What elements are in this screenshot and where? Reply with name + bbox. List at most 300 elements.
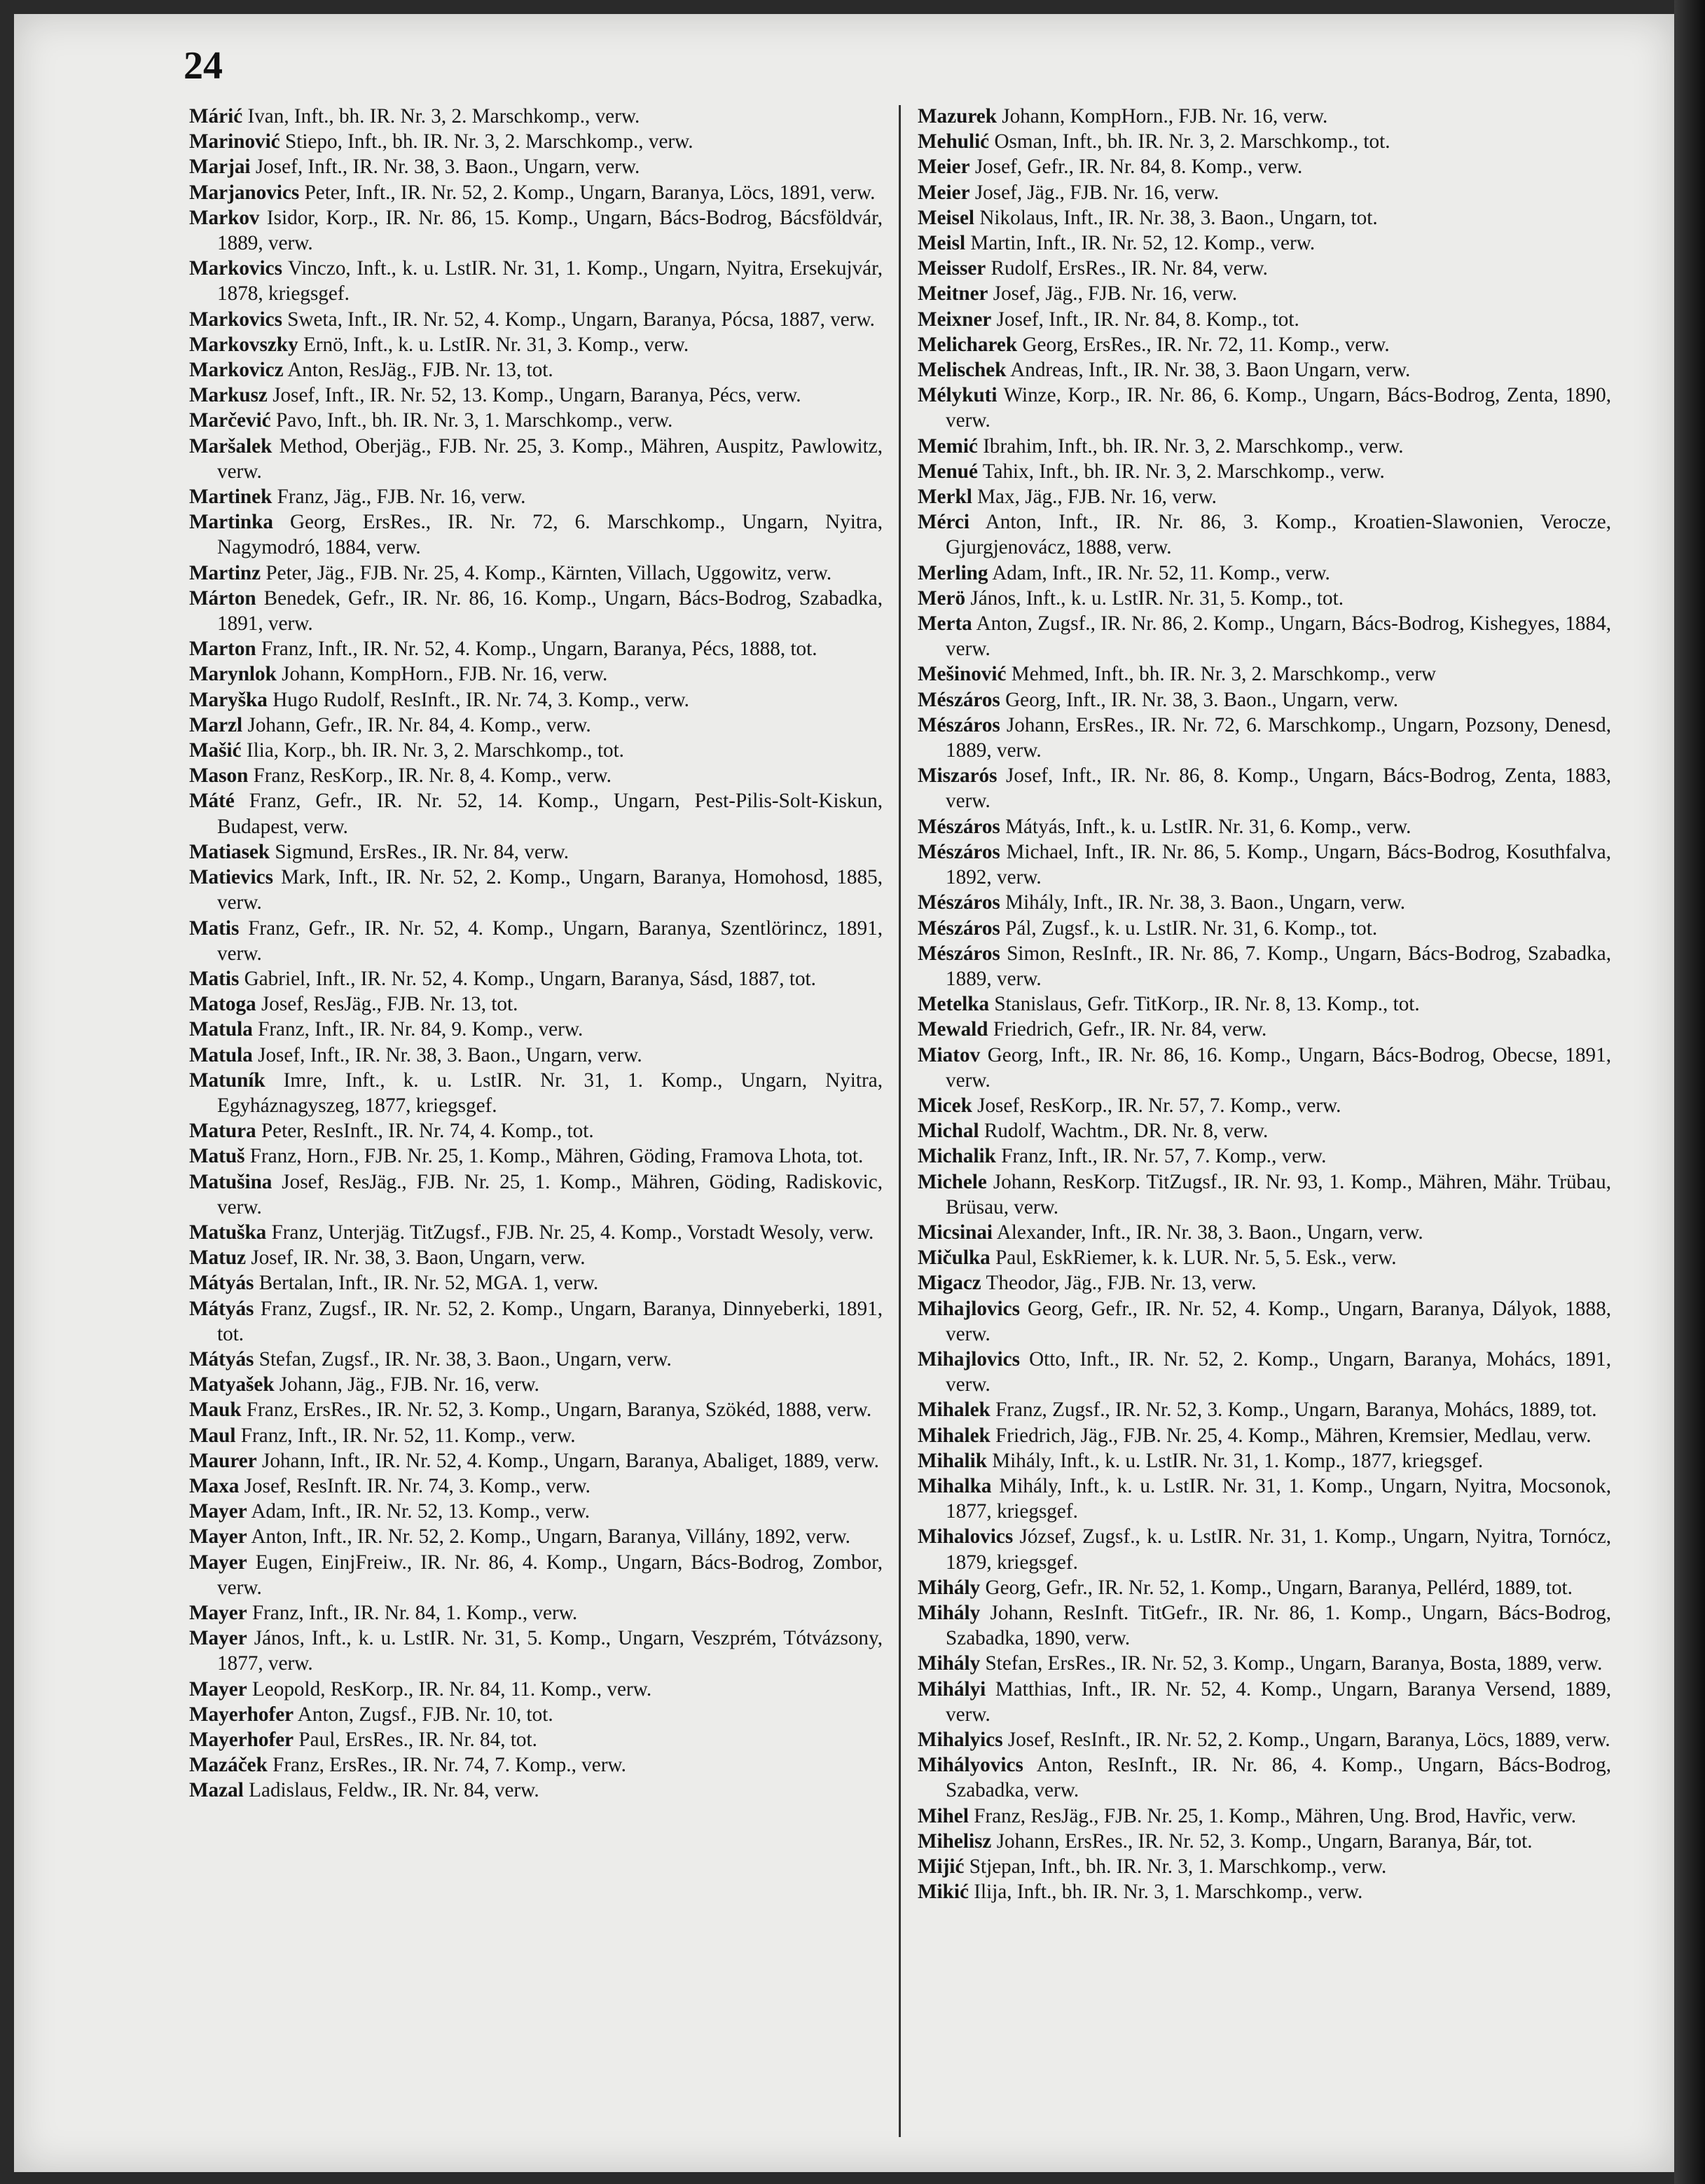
entry-details: Theodor, Jäg., FJB. Nr. 13, verw. [981, 1272, 1257, 1295]
entry-details: Pál, Zugsf., k. u. LstIR. Nr. 31, 6. Komp., tot. [1000, 916, 1378, 940]
list-entry [918, 307, 1611, 332]
list-entry [189, 1778, 883, 1803]
entry-details: Mehmed, Inft., bh. IR. Nr. 3, 2. Marschkomp., verw [1006, 663, 1437, 686]
entry-details: Friedrich, Jäg., FJB. Nr. 25, 4. Komp., Mähren, Kremsier, Medlau, verw. [990, 1424, 1592, 1447]
entry-details: Franz, ErsRes., IR. Nr. 52, 3. Komp., Ungarn, Baranya, Szökéd, 1888, verw. [241, 1399, 872, 1422]
entry-details: Georg, ErsRes., IR. Nr. 72, 6. Marschkomp., Ungarn, Nyitra, Nagymodró, 1884, verw. [217, 511, 883, 559]
list-entry [918, 281, 1611, 306]
entry-details: Rudolf, ErsRes., IR. Nr. 84, verw. [986, 257, 1268, 280]
entry-surname: Matyašek [189, 1373, 275, 1396]
entry-surname: Markovicz [189, 359, 284, 382]
entry-details: Andreas, Inft., IR. Nr. 38, 3. Baon Ungarn, verw. [1006, 359, 1411, 382]
entry-surname: Merkl [918, 486, 972, 509]
list-entry [189, 991, 883, 1017]
list-entry [918, 1727, 1611, 1752]
entry-details: Mihály, Inft., k. u. LstIR. Nr. 31, 1. Komp., 1877, kriegsgef. [986, 1449, 1484, 1472]
entry-surname: Mašić [189, 739, 242, 762]
entry-surname: Markovics [189, 308, 282, 331]
entry-details: Josef, IR. Nr. 38, 3. Baon, Ungarn, verw. [246, 1246, 586, 1270]
entry-details: Josef, Inft., IR. Nr. 52, 13. Komp., Ungarn, Baranya, Pécs, verw. [267, 384, 801, 407]
entry-details: Stefan, Zugsf., IR. Nr. 38, 3. Baon., Ungarn, verw. [254, 1347, 672, 1371]
list-entry [189, 1270, 883, 1296]
list-entry [918, 661, 1611, 687]
entry-surname: Mihelisz [918, 1829, 992, 1853]
entry-details: Georg, Inft., IR. Nr. 86, 16. Komp., Ungarn, Bács-Bodrog, Obecse, 1891, verw. [946, 1043, 1611, 1092]
entry-details: Franz, Gefr., IR. Nr. 52, 4. Komp., Ungarn, Baranya, Szentlörincz, 1891, verw. [217, 916, 883, 965]
entry-details: Martin, Inft., IR. Nr. 52, 12. Komp., verw. [965, 232, 1316, 255]
list-entry [918, 104, 1611, 129]
entry-surname: Mijić [918, 1855, 965, 1879]
entry-details: Method, Oberjäg., FJB. Nr. 25, 3. Komp., Mähren, Auspitz, Pawlowitz, verw. [217, 434, 883, 483]
entry-details: Franz, ErsRes., IR. Nr. 74, 7. Komp., verw. [267, 1754, 626, 1777]
list-entry [189, 1448, 883, 1474]
entry-details: Franz, Inft., IR. Nr. 57, 7. Komp., verw. [995, 1145, 1327, 1168]
entry-surname: Merö [918, 586, 966, 610]
entry-details: Franz, Inft., IR. Nr. 84, 1. Komp., verw. [247, 1601, 578, 1624]
list-entry [918, 256, 1611, 281]
list-entry [189, 1397, 883, 1422]
entry-details: Franz, Inft., IR. Nr. 84, 9. Komp., verw. [252, 1018, 584, 1041]
entry-surname: Micsinai [918, 1221, 993, 1244]
entry-surname: Meier [918, 181, 970, 204]
list-entry [918, 1270, 1611, 1296]
entry-details: Ladislaus, Feldw., IR. Nr. 84, verw. [243, 1779, 539, 1802]
entry-surname: Maršalek [189, 434, 272, 458]
list-entry [918, 1043, 1611, 1093]
entry-surname: Mélykuti [918, 384, 998, 407]
list-entry [918, 890, 1611, 915]
column-divider [899, 105, 901, 2137]
list-entry [189, 738, 883, 763]
entry-surname: Matula [189, 1018, 253, 1041]
entry-surname: Miszarós [918, 764, 998, 788]
entry-details: Anton, ResInft., IR. Nr. 86, 4. Komp., Ungarn, Bács-Bodrog, Szabadka, verw. [946, 1754, 1611, 1802]
entry-details: Paul, ErsRes., IR. Nr. 84, tot. [294, 1729, 537, 1751]
entry-details: Franz, Horn., FJB. Nr. 25, 1. Komp., Mähren, Göding, Framova Lhota, tot. [244, 1145, 864, 1168]
entry-details: Stiepo, Inft., bh. IR. Nr. 3, 2. Marschkomp., verw. [279, 130, 693, 153]
entry-surname: Memić [918, 434, 978, 458]
entry-details: Hugo Rudolf, ResInft., IR. Nr. 74, 3. Komp., verw. [267, 688, 689, 711]
list-entry [189, 561, 883, 586]
entry-details: Sigmund, ErsRes., IR. Nr. 84, verw. [270, 840, 570, 863]
entry-surname: Mayerhofer [189, 1729, 294, 1751]
entry-details: Ivan, Inft., bh. IR. Nr. 3, 2. Marschkomp., verw. [242, 105, 640, 128]
entry-surname: Mayerhofer [189, 1703, 294, 1726]
entry-surname: Mészáros [918, 688, 1000, 711]
list-entry [918, 332, 1611, 357]
list-entry [918, 383, 1611, 433]
list-entry [189, 357, 883, 383]
list-entry [918, 1474, 1611, 1524]
entry-details: Franz, Inft., IR. Nr. 52, 11. Komp., verw. [235, 1424, 576, 1447]
entry-details: Imre, Inft., k. u. LstIR. Nr. 31, 1. Komp., Ungarn, Nyitra, Egyháznagyszeg, 1877, kriegsgef. [217, 1069, 883, 1117]
entry-surname: Meixner [918, 308, 992, 331]
entry-details: Peter, ResInft., IR. Nr. 74, 4. Komp., tot. [256, 1120, 594, 1143]
entry-details: Georg, Inft., IR. Nr. 38, 3. Baon., Ungarn, verw. [1000, 688, 1399, 711]
list-entry [918, 1524, 1611, 1574]
list-entry [189, 509, 883, 560]
entry-details: Johann, Inft., IR. Nr. 52, 4. Komp., Ungarn, Baranya, Abaliget, 1889, verw. [256, 1449, 879, 1472]
entry-surname: Menué [918, 460, 978, 483]
entry-surname: Mikić [918, 1881, 969, 1904]
entry-surname: Matuš [189, 1145, 245, 1168]
list-entry [918, 1879, 1611, 1904]
entry-details: Stjepan, Inft., bh. IR. Nr. 3, 1. Marschkomp., verw. [964, 1855, 1387, 1879]
list-entry [189, 865, 883, 915]
list-entry [918, 1423, 1611, 1448]
entry-details: Pavo, Inft., bh. IR. Nr. 3, 1. Marschkomp., verw. [270, 409, 673, 432]
entry-details: Johann, KompHorn., FJB. Nr. 16, verw. [276, 663, 608, 686]
entry-surname: Mihalka [918, 1474, 992, 1497]
page-number: 24 [184, 44, 223, 88]
entry-surname: Mauk [189, 1399, 242, 1422]
entry-surname: Mayer [189, 1551, 247, 1574]
entry-details: Johann, Jäg., FJB. Nr. 16, verw. [274, 1373, 539, 1396]
entry-details: Gabriel, Inft., IR. Nr. 52, 4. Komp., Ungarn, Baranya, Sásd, 1887, tot. [239, 967, 816, 990]
entry-surname: Mátyás [189, 1272, 254, 1295]
entry-surname: Mason [189, 764, 249, 788]
list-entry [918, 586, 1611, 611]
entry-details: Josef, Inft., IR. Nr. 38, 3. Baon., Ungarn, verw. [252, 1043, 642, 1066]
entry-surname: Matiasek [189, 840, 270, 863]
entry-details: Paul, EskRiemer, k. k. LUR. Nr. 5, 5. Esk., verw. [990, 1246, 1397, 1270]
entry-surname: Matis [189, 967, 240, 990]
entry-surname: Maul [189, 1424, 236, 1447]
entry-details: Anton, Zugsf., IR. Nr. 86, 2. Komp., Ungarn, Bács-Bodrog, Kishegyes, 1884, verw. [946, 612, 1611, 661]
entry-details: Franz, ResKorp., IR. Nr. 8, 4. Komp., verw. [248, 764, 612, 788]
entry-details: Isidor, Korp., IR. Nr. 86, 15. Komp., Ungarn, Bács-Bodrog, Bácsföldvár, 1889, verw. [217, 206, 883, 255]
entry-details: Georg, Gefr., IR. Nr. 52, 1. Komp., Ungarn, Baranya, Pellérd, 1889, tot. [980, 1576, 1573, 1599]
entry-surname: Mihály [918, 1576, 981, 1599]
entry-surname: Mazurek [918, 105, 997, 128]
list-entry [918, 1854, 1611, 1879]
entry-surname: Marjai [189, 156, 251, 179]
entry-surname: Marčević [189, 409, 271, 432]
entry-surname: Mészáros [918, 891, 1000, 914]
list-entry [918, 814, 1611, 839]
list-entry [918, 1169, 1611, 1220]
entry-details: Alexander, Inft., IR. Nr. 38, 3. Baon., Ungarn, verw. [993, 1221, 1423, 1244]
list-entry [189, 1220, 883, 1245]
list-entry [918, 941, 1611, 991]
entry-surname: Mihály [918, 1601, 981, 1624]
entry-details: Anton, Inft., IR. Nr. 52, 2. Komp., Ungarn, Baranya, Villány, 1892, verw. [247, 1525, 850, 1548]
entry-surname: Michal [918, 1120, 979, 1143]
entry-surname: Matievics [189, 866, 273, 889]
entry-details: János, Inft., k. u. LstIR. Nr. 31, 5. Komp., Ungarn, Veszprém, Tótvázsony, 1877, verw. [217, 1627, 883, 1675]
entry-details: Adam, Inft., IR. Nr. 52, 11. Komp., verw. [988, 561, 1330, 584]
entry-surname: Melischek [918, 359, 1007, 382]
list-entry [918, 459, 1611, 484]
entry-details: Mátyás, Inft., k. u. LstIR. Nr. 31, 6. Komp., verw. [1000, 815, 1411, 838]
entry-surname: Matuška [189, 1221, 267, 1244]
entry-surname: Martinka [189, 511, 273, 534]
entry-surname: Meisser [918, 257, 986, 280]
list-entry [918, 1118, 1611, 1143]
entry-surname: Mérci [918, 511, 969, 534]
entry-surname: Mihalek [918, 1424, 990, 1447]
entry-details: Franz, Zugsf., IR. Nr. 52, 2. Komp., Ungarn, Baranya, Dinnyeberki, 1891, tot. [217, 1297, 883, 1345]
list-entry [918, 434, 1611, 459]
list-entry [189, 307, 883, 332]
entry-details: Anton, Zugsf., FJB. Nr. 10, tot. [294, 1703, 553, 1726]
entry-details: Johann, ErsRes., IR. Nr. 52, 3. Komp., Ungarn, Baranya, Bár, tot. [991, 1829, 1533, 1853]
list-entry [918, 1296, 1611, 1347]
entry-details: Franz, Jäg., FJB. Nr. 16, verw. [272, 486, 526, 509]
entry-details: Winze, Korp., IR. Nr. 86, 6. Komp., Ungarn, Bács-Bodrog, Zenta, 1890, verw. [946, 384, 1611, 432]
entry-details: Leopold, ResKorp., IR. Nr. 84, 11. Komp., verw. [247, 1677, 652, 1701]
entry-surname: Merta [918, 612, 972, 636]
list-entry [918, 1575, 1611, 1600]
entry-surname: Metelka [918, 993, 990, 1016]
entry-details: Georg, Gefr., IR. Nr. 52, 4. Komp., Ungarn, Baranya, Dályok, 1888, verw. [946, 1297, 1611, 1345]
entry-surname: Melicharek [918, 333, 1018, 356]
list-entry [918, 509, 1611, 560]
entry-surname: Mewald [918, 1018, 988, 1041]
list-entry [189, 1245, 883, 1270]
entry-surname: Matoga [189, 993, 256, 1016]
list-entry [189, 256, 883, 306]
entry-details: Josef, Jäg., FJB. Nr. 16, verw. [988, 282, 1238, 305]
entry-details: János, Inft., k. u. LstIR. Nr. 31, 5. Komp., tot. [965, 586, 1344, 610]
entry-details: Ilija, Inft., bh. IR. Nr. 3, 1. Marschkomp., verw. [968, 1881, 1363, 1904]
entry-surname: Mihel [918, 1804, 969, 1827]
entry-details: Eugen, EinjFreiw., IR. Nr. 86, 4. Komp., Ungarn, Bács-Bodrog, Zombor, verw. [217, 1551, 883, 1599]
entry-surname: Mayer [189, 1500, 247, 1523]
entry-details: Johann, ResInft. TitGefr., IR. Nr. 86, 1. Komp., Ungarn, Bács-Bodrog, Szabadka, 1890, verw. [946, 1601, 1611, 1650]
entry-surname: Mayer [189, 1525, 247, 1548]
entry-details: Stanislaus, Gefr. TitKorp., IR. Nr. 8, 13. Komp., tot. [989, 993, 1420, 1016]
entry-details: Johann, KompHorn., FJB. Nr. 16, verw. [996, 105, 1328, 128]
entry-details: Josef, ResInft., IR. Nr. 52, 2. Komp., Ungarn, Baranya, Löcs, 1889, verw. [1002, 1729, 1610, 1751]
list-entry [918, 1220, 1611, 1245]
list-entry [189, 1702, 883, 1727]
list-entry [189, 1017, 883, 1042]
list-entry [918, 205, 1611, 231]
entry-surname: Márić [189, 105, 243, 128]
list-entry [189, 1423, 883, 1448]
list-entry [189, 104, 883, 129]
entry-surname: Markovics [189, 257, 282, 280]
list-entry [918, 991, 1611, 1017]
entry-details: Sweta, Inft., IR. Nr. 52, 4. Komp., Ungarn, Baranya, Pócsa, 1887, verw. [282, 308, 875, 331]
list-entry [918, 1677, 1611, 1727]
entry-details: Josef, Inft., IR. Nr. 84, 8. Komp., tot. [991, 308, 1299, 331]
entry-surname: Marzl [189, 713, 243, 736]
list-entry [918, 1651, 1611, 1676]
list-entry [189, 713, 883, 738]
list-entry [189, 408, 883, 433]
entry-details: Nikolaus, Inft., IR. Nr. 38, 3. Baon., Ungarn, tot. [974, 206, 1378, 229]
list-entry [918, 561, 1611, 586]
entry-details: Josef, ResJäg., FJB. Nr. 13, tot. [256, 993, 518, 1016]
list-entry [189, 1169, 883, 1220]
list-entry [189, 788, 883, 839]
list-entry [189, 1626, 883, 1676]
entry-details: Ibrahim, Inft., bh. IR. Nr. 3, 2. Marschkomp., verw. [977, 434, 1404, 458]
list-entry [918, 687, 1611, 713]
entry-surname: Mihályi [918, 1677, 986, 1701]
list-entry [189, 1043, 883, 1068]
entry-details: Peter, Jäg., FJB. Nr. 25, 4. Komp., Kärnten, Villach, Uggowitz, verw. [261, 561, 832, 584]
right-column [918, 104, 1611, 1904]
entry-surname: Matura [189, 1120, 256, 1143]
entry-surname: Mayer [189, 1627, 247, 1650]
list-entry [918, 180, 1611, 205]
entry-details: Ernö, Inft., k. u. LstIR. Nr. 31, 3. Komp., verw. [298, 333, 689, 356]
entry-details: Tahix, Inft., bh. IR. Nr. 3, 2. Marschkomp., verw. [977, 460, 1385, 483]
list-entry [918, 1600, 1611, 1651]
entry-surname: Mihály [918, 1652, 981, 1675]
entry-details: Osman, Inft., bh. IR. Nr. 3, 2. Marschkomp., tot. [989, 130, 1390, 153]
list-entry [918, 484, 1611, 509]
entry-details: Johann, ResKorp. TitZugsf., IR. Nr. 93, 1. Komp., Mähren, Mähr. Trübau, Brüsau, verw. [946, 1170, 1611, 1218]
list-entry [189, 154, 883, 179]
list-entry [189, 1727, 883, 1752]
entry-surname: Mészáros [918, 942, 1000, 965]
entry-surname: Maurer [189, 1449, 257, 1472]
list-entry [918, 1245, 1611, 1270]
list-entry [189, 1143, 883, 1169]
list-entry [918, 1752, 1611, 1803]
list-entry [918, 1397, 1611, 1422]
entry-surname: Martinz [189, 561, 261, 584]
list-entry [189, 687, 883, 713]
entry-surname: Mészáros [918, 815, 1000, 838]
entry-details: Josef, ResInft. IR. Nr. 74, 3. Komp., verw. [239, 1474, 591, 1497]
list-entry [918, 1017, 1611, 1042]
list-entry [189, 434, 883, 484]
entry-details: Franz, Inft., IR. Nr. 52, 4. Komp., Ungarn, Baranya, Pécs, 1888, tot. [256, 638, 817, 661]
list-entry [918, 1143, 1611, 1169]
entry-details: Simon, ResInft., IR. Nr. 86, 7. Komp., Ungarn, Bács-Bodrog, Szabadka, 1889, verw. [946, 942, 1611, 990]
entry-surname: Markusz [189, 384, 268, 407]
entry-details: Johann, Gefr., IR. Nr. 84, 4. Komp., verw. [242, 713, 591, 736]
entry-surname: Markov [189, 206, 260, 229]
entry-surname: Meisel [918, 206, 975, 229]
entry-surname: Mátyás [189, 1297, 254, 1320]
entry-surname: Migacz [918, 1272, 981, 1295]
list-entry [189, 1600, 883, 1626]
entry-details: Josef, Inft., IR. Nr. 38, 3. Baon., Ungarn, verw. [250, 156, 640, 179]
list-entry [189, 1550, 883, 1600]
entry-surname: Mešinović [918, 663, 1007, 686]
entry-surname: Mihajlovics [918, 1347, 1020, 1371]
list-entry [189, 1524, 883, 1549]
list-entry [189, 661, 883, 687]
entry-surname: Mičulka [918, 1246, 990, 1270]
entry-surname: Maryška [189, 688, 268, 711]
entry-details: Anton, ResJäg., FJB. Nr. 13, tot. [283, 359, 553, 382]
entry-surname: Mihajlovics [918, 1297, 1020, 1320]
entry-details: Anton, Inft., IR. Nr. 86, 3. Komp., Kroatien-Slawonien, Verocze, Gjurgjenovácz, 1888, verw. [946, 511, 1611, 559]
list-entry [918, 916, 1611, 941]
entry-surname: Mihályovics [918, 1754, 1023, 1777]
list-entry [189, 839, 883, 865]
entry-details: Vinczo, Inft., k. u. LstIR. Nr. 31, 1. Komp., Ungarn, Nyitra, Ersekujvár, 1878, kriegsgef. [217, 257, 883, 305]
left-column [189, 104, 883, 1804]
entry-details: Ilia, Korp., bh. IR. Nr. 3, 2. Marschkomp., tot. [241, 739, 624, 762]
entry-details: József, Zugsf., k. u. LstIR. Nr. 31, 1. Komp., Ungarn, Nyitra, Tornócz, 1879, kriegsgef. [946, 1525, 1611, 1574]
list-entry [189, 1474, 883, 1499]
entry-details: Josef, Jäg., FJB. Nr. 16, verw. [969, 181, 1220, 204]
entry-details: Mihály, Inft., IR. Nr. 38, 3. Baon., Ungarn, verw. [1000, 891, 1406, 914]
entry-details: Mihály, Inft., k. u. LstIR. Nr. 31, 1. Komp., Ungarn, Nyitra, Mocsonok, 1877, kriegsgef. [946, 1474, 1611, 1523]
list-entry [189, 180, 883, 205]
entry-details: Bertalan, Inft., IR. Nr. 52, MGA. 1, verw. [254, 1272, 599, 1295]
entry-surname: Miatov [918, 1043, 981, 1066]
entry-surname: Michalik [918, 1145, 996, 1168]
entry-details: Josef, ResJäg., FJB. Nr. 25, 1. Komp., Mähren, Göding, Radiskovic, verw. [217, 1170, 883, 1218]
entry-surname: Maxa [189, 1474, 240, 1497]
entry-details: Johann, ErsRes., IR. Nr. 72, 6. Marschkomp., Ungarn, Pozsony, Denesd, 1889, verw. [946, 713, 1611, 762]
list-entry [189, 332, 883, 357]
entry-surname: Marton [189, 638, 256, 661]
entry-surname: Mazal [189, 1779, 244, 1802]
entry-details: Peter, Inft., IR. Nr. 52, 2. Komp., Ungarn, Baranya, Löcs, 1891, verw. [299, 181, 876, 204]
entry-surname: Mihalik [918, 1449, 987, 1472]
list-entry [918, 839, 1611, 890]
entry-surname: Mészáros [918, 840, 1000, 863]
entry-details: Franz, ResJäg., FJB. Nr. 25, 1. Komp., Mähren, Ung. Brod, Havřic, verw. [968, 1804, 1577, 1827]
scan-border [1674, 0, 1705, 2184]
list-entry [189, 1677, 883, 1702]
list-entry [918, 1093, 1611, 1118]
entry-surname: Mészáros [918, 713, 1000, 736]
list-entry [189, 1372, 883, 1397]
list-entry [189, 1499, 883, 1524]
entry-surname: Márton [189, 586, 256, 610]
list-entry [189, 1752, 883, 1778]
entry-surname: Matuz [189, 1246, 247, 1270]
entry-surname: Meitner [918, 282, 988, 305]
entry-surname: Matušina [189, 1170, 272, 1193]
entry-surname: Máté [189, 790, 235, 813]
entry-details: Benedek, Gefr., IR. Nr. 86, 16. Komp., Ungarn, Bács-Bodrog, Szabadka, 1891, verw. [217, 586, 883, 636]
list-entry [918, 1347, 1611, 1397]
list-entry [189, 1068, 883, 1118]
entry-details: Josef, Gefr., IR. Nr. 84, 8. Komp., verw. [969, 156, 1303, 179]
list-entry [189, 636, 883, 661]
entry-details: Friedrich, Gefr., IR. Nr. 84, verw. [988, 1018, 1267, 1041]
list-entry [189, 383, 883, 408]
entry-surname: Marjanovics [189, 181, 300, 204]
entry-details: Adam, Inft., IR. Nr. 52, 13. Komp., verw. [247, 1500, 591, 1523]
entry-surname: Matula [189, 1043, 253, 1066]
entry-surname: Mihalek [918, 1399, 990, 1422]
list-entry [189, 916, 883, 966]
list-entry [189, 484, 883, 509]
list-entry [918, 1804, 1611, 1829]
list-entry [189, 1347, 883, 1372]
list-entry [918, 611, 1611, 661]
entry-details: Mark, Inft., IR. Nr. 52, 2. Komp., Ungarn, Baranya, Homohosd, 1885, verw. [217, 866, 883, 914]
list-entry [918, 129, 1611, 154]
list-entry [189, 205, 883, 256]
entry-surname: Meier [918, 156, 970, 179]
entry-details: Franz, Unterjäg. TitZugsf., FJB. Nr. 25, 4. Komp., Vorstadt Wesoly, verw. [266, 1221, 874, 1244]
entry-surname: Mihalovics [918, 1525, 1014, 1548]
entry-surname: Matuník [189, 1069, 265, 1092]
entry-details: Stefan, ErsRes., IR. Nr. 52, 3. Komp., Ungarn, Baranya, Bosta, 1889, verw. [980, 1652, 1603, 1675]
entry-surname: Mihalyics [918, 1729, 1003, 1751]
list-entry [189, 1296, 883, 1347]
entry-details: Rudolf, Wachtm., DR. Nr. 8, verw. [979, 1120, 1269, 1143]
list-entry [918, 154, 1611, 179]
list-entry [918, 713, 1611, 763]
entry-surname: Markovszky [189, 333, 298, 356]
entry-surname: Mátyás [189, 1347, 254, 1371]
